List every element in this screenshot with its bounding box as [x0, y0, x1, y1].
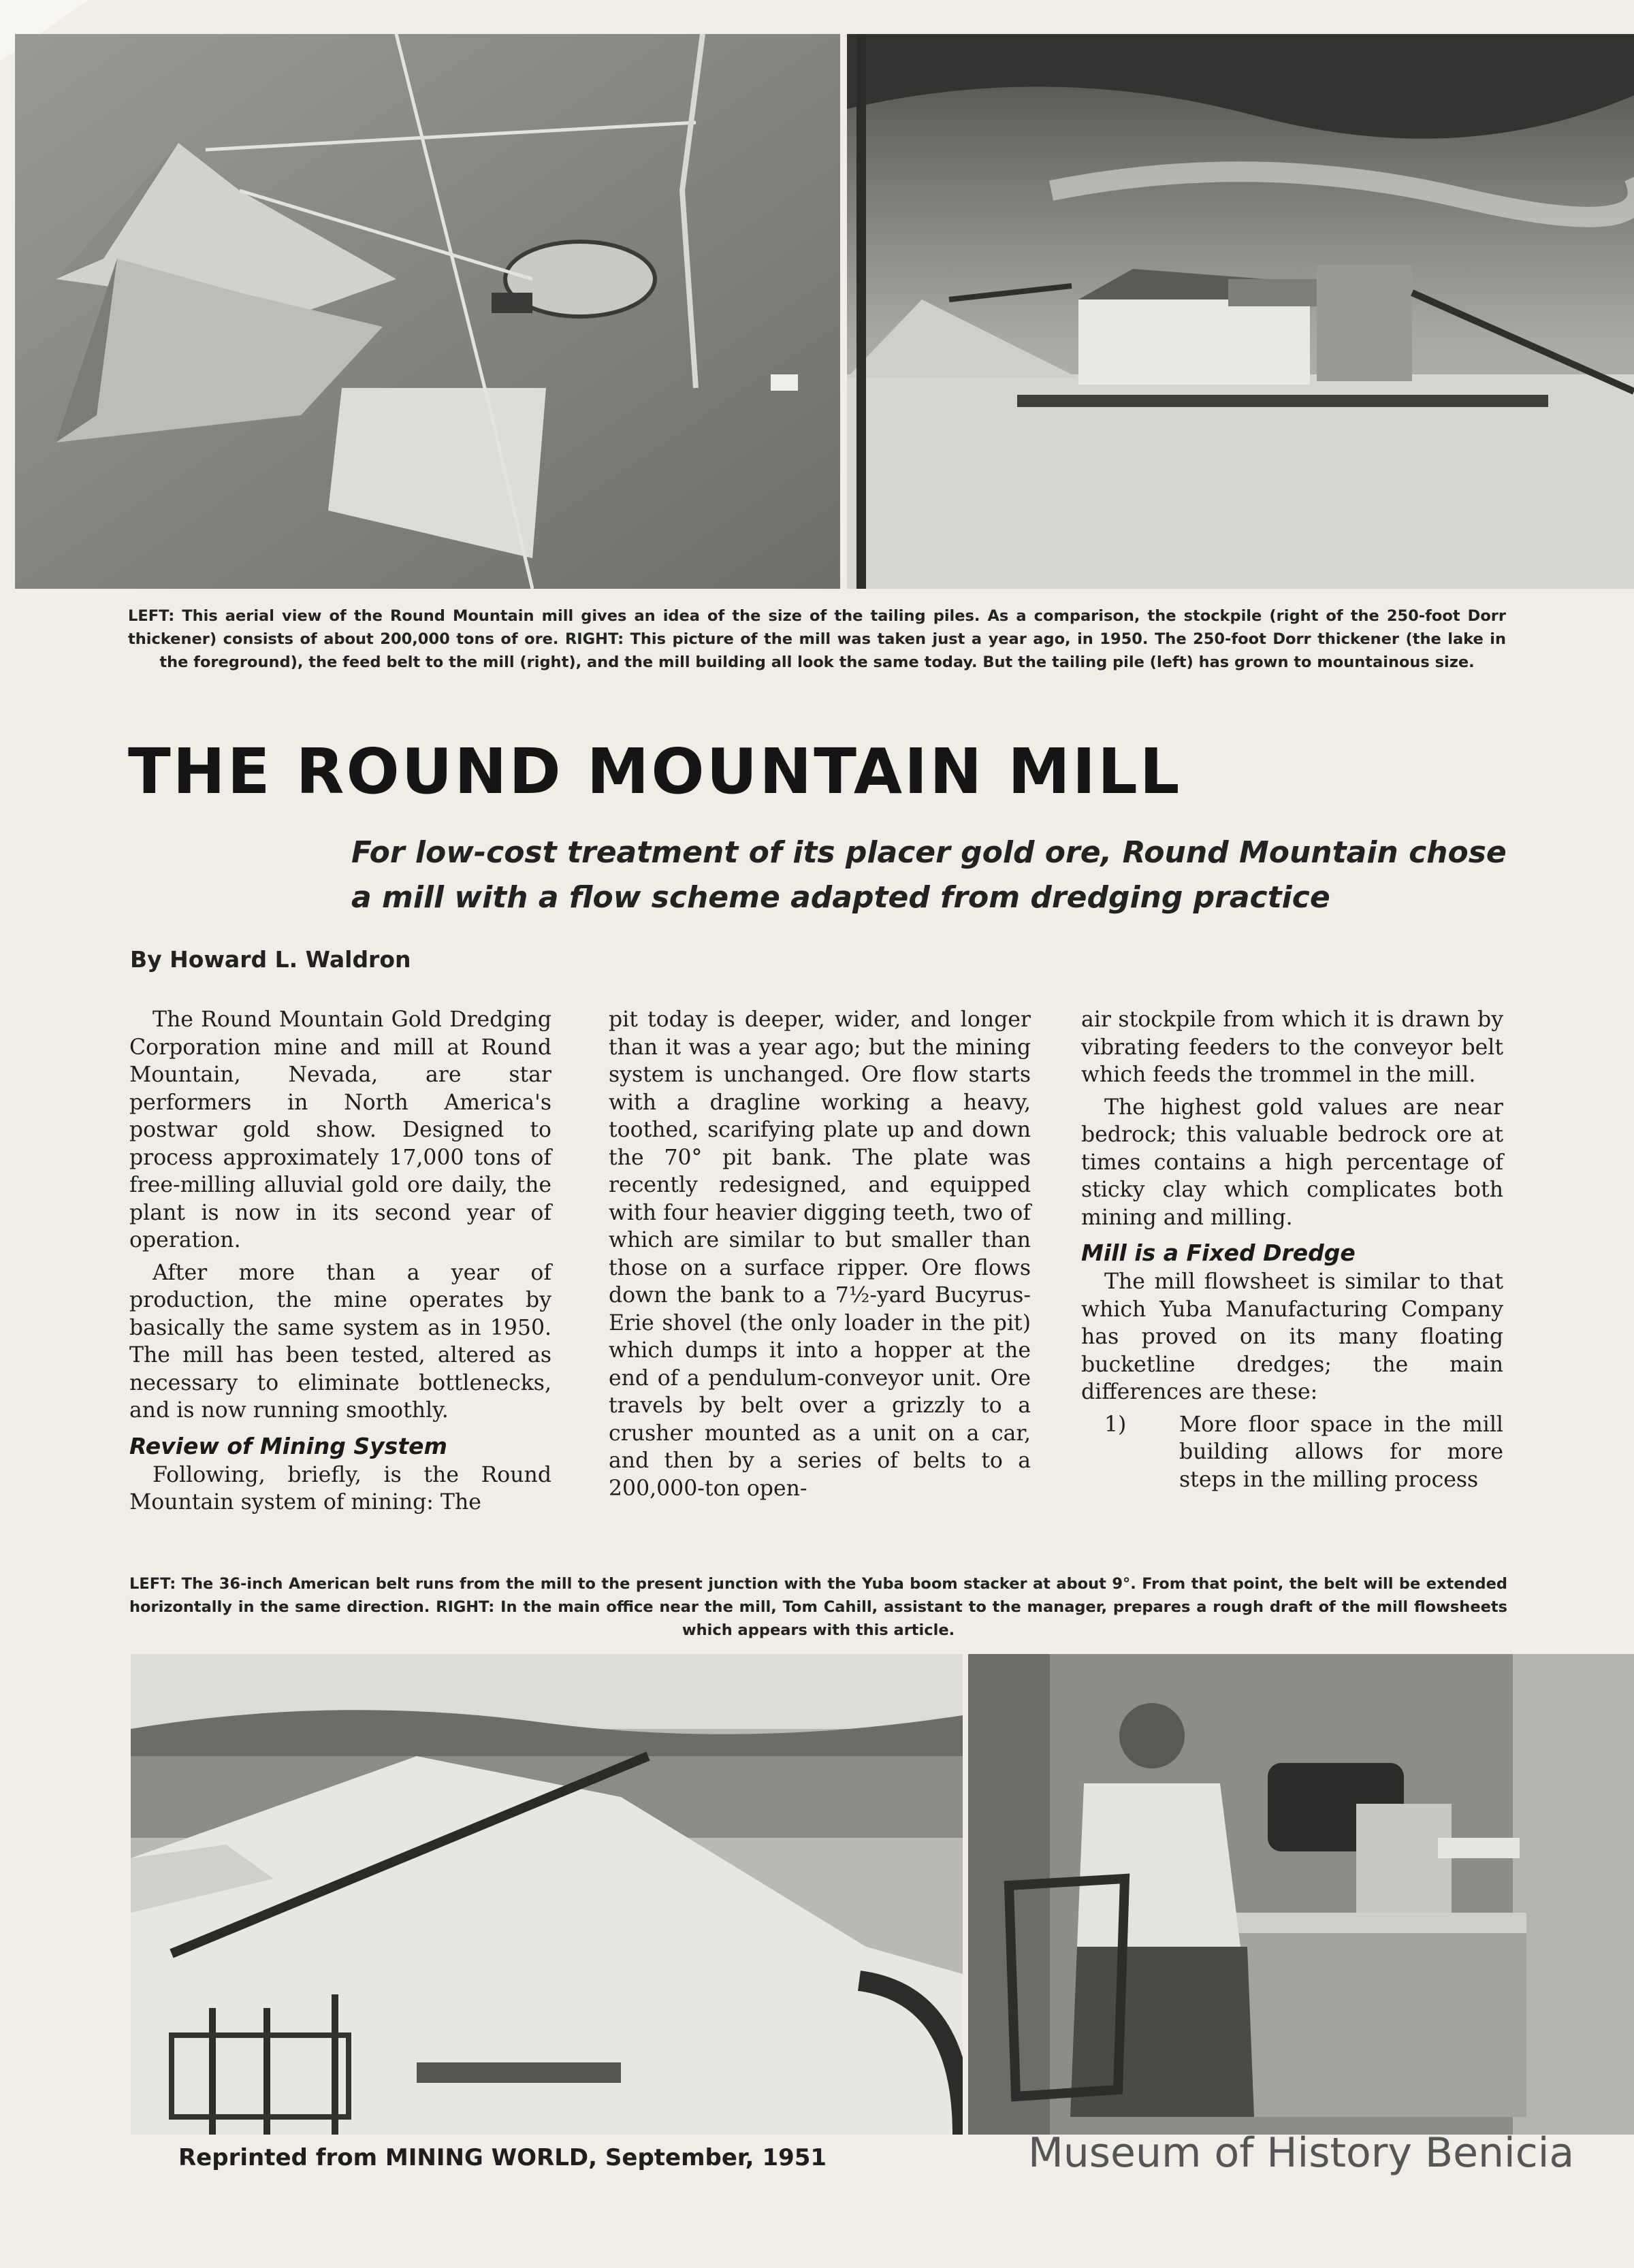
conveyor-belt-photo [131, 1654, 963, 2135]
section-heading-fixed-dredge: Mill is a Fixed Dredge [1081, 1240, 1356, 1266]
paragraph: After more than a year of production, the mine operates by basically the same system as in 1950. The mill has been tested, altered as necessary to eliminate bottlenecks, and is now running smoothly. [129, 1260, 551, 1423]
office-photo [968, 1654, 1634, 2135]
paragraph: pit today is deeper, wider, and longer than it was a year ago; but the mining system is unchanged. Ore flow starts with a dragline working a heavy, toothed, scarifying plate up and down the 70° pit bank. The plate was recently redesigned, and equipped with four heavier digging teeth, two of which are similar to but smaller than those on a surface ripper. Ore flows down the bank to a 7½-yard Bucyrus-Erie shovel (the only loader in the pit) which dumps it into a hopper at the end of a pendulum-conveyor unit. Ore travels by belt over a grizzly to a crusher mounted as a unit on a car, and then by a series of belts to a 200,000-ton open- [609, 1007, 1031, 1501]
list-item [1104, 1411, 1503, 1494]
article-title: THE ROUND MOUNTAIN MILL [128, 735, 1182, 808]
mill-1950-photo [847, 34, 1634, 589]
top-photo-caption: LEFT: This aerial view of the Round Mountain mill gives an idea of the size of the tailing piles. As a comparison, the stockpile (right of the 250-foot Dorr thickener) consists of about 200,000 tons of ore. RIGHT: This picture of the mill was taken just a year ago, in 1950. The 250-foot Dorr thickener (the lake in the foreground), the feed belt to the mill (right), and the mill building all look the same today. But the tailing pile (left) has grown to mountainous size. [128, 607, 1506, 671]
text-column-1 [129, 1006, 551, 1521]
paragraph: Following, briefly, is the Round Mountain system of mining: The [129, 1462, 551, 1514]
paragraph: The mill flowsheet is similar to that which Yuba Manufacturing Company has proved on its many floating bucketline dredges; the main differences are these: [1081, 1269, 1503, 1404]
aerial-mill-photo [15, 34, 840, 589]
paragraph: The highest gold values are near bedrock; this valuable bedrock ore at times contains a high percentage of sticky clay which complicates both mining and milling. [1081, 1095, 1503, 1230]
text-column-3 [1081, 1006, 1503, 1493]
reprint-footer: Reprinted from MINING WORLD, September, 1951 [178, 2144, 827, 2171]
paragraph: The Round Mountain Gold Dredging Corporation mine and mill at Round Mountain, Nevada, are star performers in North America's postwar gold show. Designed to process approximately 17,000 tons of free-milling alluvial gold ore daily, the plant is now in its second year of operation. [129, 1007, 551, 1252]
list-number: 1) [1104, 1412, 1127, 1437]
paragraph: air stockpile from which it is drawn by vibrating feeders to the conveyor belt which feeds the trommel in the mill. [1081, 1007, 1503, 1087]
bottom-photo-caption: LEFT: The 36-inch American belt runs from the mill to the present junction with the Yuba boom stacker at about 9°. From that point, the belt will be extended horizontally in the same direction. RIGHT: In the main office near the mill, Tom Cahill, assistant to the manager, prepares a rough draft of the mill flowsheets which appears with this article. [129, 1575, 1507, 1639]
text-column-2 [609, 1006, 1031, 1507]
section-heading-mining-system: Review of Mining System [129, 1432, 447, 1459]
article-deck: For low-cost treatment of its placer gold ore, Round Mountain chose a mill with a flow scheme adapted from dredging practice [351, 835, 1507, 915]
list-text: More floor space in the mill building allows for more steps in the milling process [1179, 1412, 1503, 1492]
museum-watermark: Museum of History Benicia [1028, 2129, 1575, 2177]
article-byline: By Howard L. Waldron [130, 946, 411, 973]
